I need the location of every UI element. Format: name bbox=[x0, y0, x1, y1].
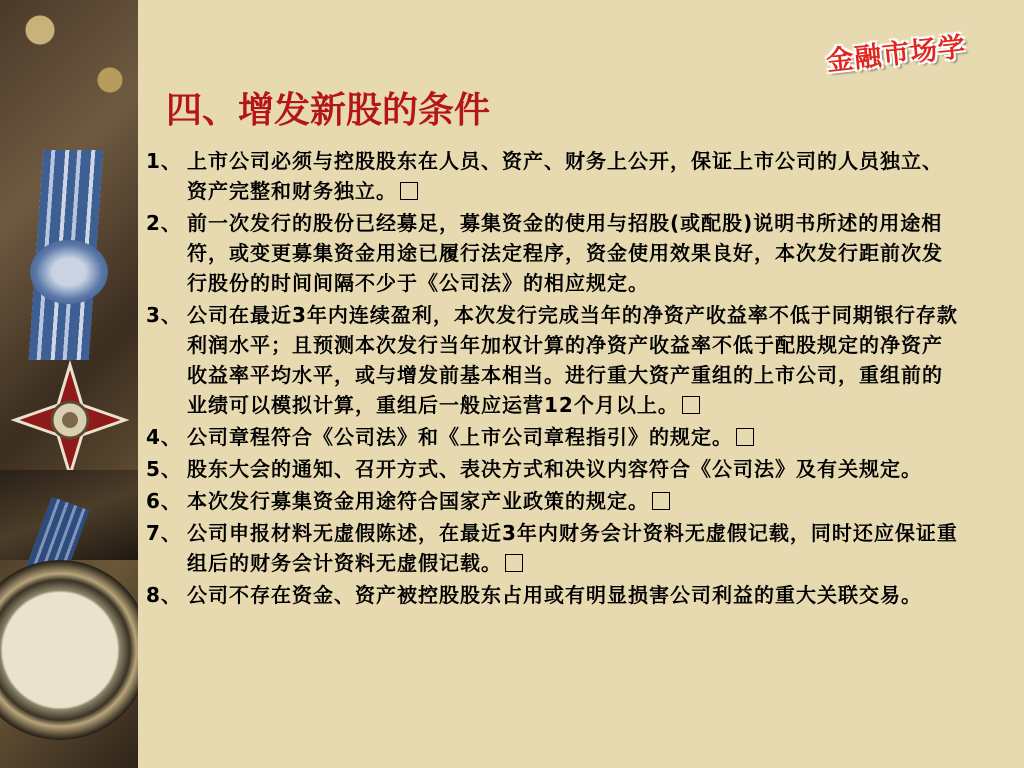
placeholder-box-icon bbox=[505, 554, 523, 572]
list-item bbox=[146, 486, 961, 516]
decorative-photo-strip bbox=[0, 0, 138, 768]
item-number: 6、 bbox=[146, 489, 182, 513]
item-number: 2、 bbox=[146, 211, 182, 235]
list-item bbox=[146, 518, 961, 578]
item-text: 上市公司必须与控股股东在人员、资产、财务上公开，保证上市公司的人员独立、资产完整和财务独立。 bbox=[187, 149, 943, 203]
list-item bbox=[146, 300, 961, 420]
placeholder-box-icon bbox=[736, 428, 754, 446]
item-number: 4、 bbox=[146, 425, 182, 449]
item-text: 前一次发行的股份已经募足，募集资金的使用与招股(或配股)说明书所述的用途相符，或变更募集资金用途已履行法定程序，资金使用效果良好，本次发行距前次发行股份的时间间隔不少于《公司法》的相应规定。 bbox=[187, 211, 943, 295]
medal-cross-image bbox=[10, 360, 130, 480]
item-text: 股东大会的通知、召开方式、表决方式和决议内容符合《公司法》及有关规定。 bbox=[187, 457, 922, 481]
list-item bbox=[146, 580, 961, 610]
list-item bbox=[146, 422, 961, 452]
slide-title: 四、增发新股的条件 bbox=[166, 89, 491, 131]
placeholder-box-icon bbox=[652, 492, 670, 510]
item-text: 公司不存在资金、资产被控股股东占用或有明显损害公司利益的重大关联交易。 bbox=[187, 583, 922, 607]
item-text: 公司在最近3年内连续盈利，本次发行完成当年的净资产收益率不低于同期银行存款利润水平；且预测本次发行当年加权计算的净资产收益率不低于配股规定的净资产收益率平均水平，或与增发前基本相当。进行重大资产重组的上市公司，重组前的业绩可以模拟计算，重组后一般应运营12个月以上。 bbox=[187, 303, 958, 417]
item-number: 7、 bbox=[146, 521, 182, 545]
compass-image bbox=[0, 560, 138, 740]
course-badge: 金融市场学 bbox=[825, 31, 968, 78]
item-text: 本次发行募集资金用途符合国家产业政策的规定。 bbox=[187, 489, 649, 513]
ribbon-rosette-image bbox=[30, 240, 108, 304]
list-item bbox=[146, 454, 961, 484]
list-item bbox=[146, 146, 961, 206]
item-number: 5、 bbox=[146, 457, 182, 481]
item-number: 3、 bbox=[146, 303, 182, 327]
item-number: 8、 bbox=[146, 583, 182, 607]
item-number: 1、 bbox=[146, 149, 182, 173]
conditions-list bbox=[146, 146, 961, 612]
item-text: 公司章程符合《公司法》和《上市公司章程指引》的规定。 bbox=[187, 425, 733, 449]
placeholder-box-icon bbox=[400, 182, 418, 200]
placeholder-box-icon bbox=[682, 396, 700, 414]
list-item bbox=[146, 208, 961, 298]
item-text: 公司申报材料无虚假陈述，在最近3年内财务会计资料无虚假记载，同时还应保证重组后的财务会计资料无虚假记载。 bbox=[187, 521, 958, 575]
